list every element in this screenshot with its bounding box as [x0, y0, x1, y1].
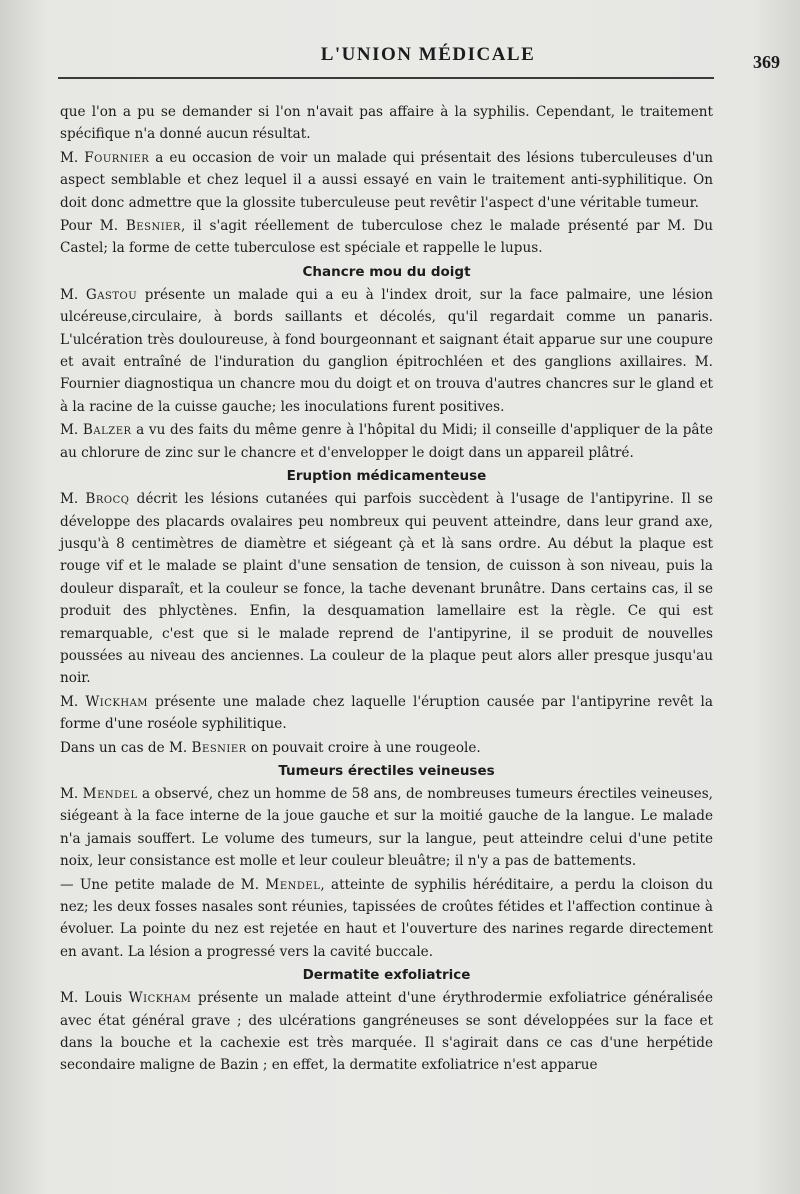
author-name: Mendel: [82, 785, 138, 802]
text-run: que l'on a pu se demander si l'on n'avait pas affaire à la syphilis. Cependant, le traitement spécifique n'a donné aucun résultat.: [60, 104, 713, 143]
author-name: Besnier: [191, 739, 247, 756]
page-number: 369: [753, 52, 780, 72]
section-heading: Dermatite exfoliatrice: [302, 967, 471, 984]
paragraph: [60, 737, 713, 759]
page-header: [56, 44, 800, 74]
text-run: a eu occasion de voir un malade qui présentait des lésions tuberculeuses d'un aspect semblable et chez lequel il a aussi essayé en vain le traitement anti-syphilitique. On doit donc admettre que la glossite tuberculeuse peut revêtir l'aspect d'une véritable tumeur.: [60, 149, 714, 211]
author-name: Wickham: [85, 693, 149, 710]
text-run: présente une malade chez laquelle l'éruption causée par l'antipyrine revêt la forme d'une roséole syphilitique.: [60, 693, 713, 733]
section-heading: Eruption médicamenteuse: [286, 468, 487, 485]
paragraph: [60, 101, 713, 146]
article-body: [60, 101, 713, 1078]
author-name: Wickham: [128, 990, 192, 1007]
text-run: Pour M.: [60, 218, 126, 235]
text-run: on pouvait croire à une rougeole.: [246, 739, 481, 756]
author-name: Balzer: [82, 422, 132, 439]
header-rule: [58, 77, 714, 79]
text-run: M.: [60, 149, 85, 166]
paragraph: [60, 874, 713, 964]
text-run: M.: [60, 785, 83, 802]
text-run: M.: [60, 693, 86, 710]
text-run: Dans un cas de M.: [60, 739, 192, 756]
paragraph: [60, 488, 713, 690]
paragraph: [60, 419, 713, 464]
journal-title: L'UNION MÉDICALE: [320, 44, 536, 65]
text-run: M. Louis: [60, 990, 129, 1007]
text-run: a observé, chez un homme de 58 ans, de nombreuses tumeurs érectiles veineuses, siégeant à la face interne de la joue gauche et sur la moitié gauche de la langue. Le malade n'a jamais souffert. Le volume des tumeurs, sur la langue, peut atteindre celui d'une petite noix, leur consistance est molle et leur couleur bleuâtre; il n'y a pas de battements.: [60, 785, 714, 870]
paragraph: [60, 284, 713, 418]
paragraph: [60, 691, 713, 736]
text-run: M.: [60, 286, 86, 303]
text-run: , il s'agit réellement de tuberculose chez le malade présenté par M. Du Castel; la forme de cette tuberculose est spéciale et rappelle le lupus.: [60, 218, 713, 257]
section-heading: Tumeurs érectiles veineuses: [278, 762, 495, 779]
paragraph: [60, 987, 713, 1077]
paragraph: [60, 215, 713, 260]
author-name: Mendel: [265, 876, 321, 893]
text-run: , atteinte de syphilis héréditaire, a perdu la cloison du nez; les deux fosses nasales sont réunies, tapissées de croûtes fétides et l'affection continue à évoluer. La pointe du nez est rejetée en haut et l'ouverture des narines regarde directement en avant. La lésion a progressé vers la cavité buccale.: [60, 876, 713, 960]
paragraph: [60, 147, 713, 214]
author-name: Fournier: [84, 149, 150, 166]
paragraph: [60, 783, 713, 873]
text-run: — Une petite malade de M.: [60, 876, 266, 893]
text-run: a vu des faits du même genre à l'hôpital du Midi; il conseille d'appliquer de la pâte au chlorure de zinc sur le chancre et d'envelopper le doigt dans un appareil plâtré.: [60, 422, 714, 461]
text-run: M.: [60, 422, 83, 439]
author-name: Besnier: [125, 218, 181, 235]
author-name: Brocq: [85, 491, 130, 508]
section-heading: Chancre mou du doigt: [302, 263, 471, 280]
text-run: présente un malade qui a eu à l'index droit, sur la face palmaire, une lésion ulcéreuse,circulaire, à bords saillants et décolés, qu'il regardait comme un panaris. L'ulcération très douloureuse, à fond bourgeonnant et saignant était apparue sur une coupure et avait entraîné de l'induration du ganglion épitrochléen et des ganglions axillaires. M. Fournier diagnostiqua un chancre mou du doigt et on trouva d'autres chancres sur le gland et à la racine de la cuisse gauche; les inoculations furent positives.: [60, 286, 713, 415]
text-run: décrit les lésions cutanées qui parfois succèdent à l'usage de l'antipyrine. Il se développe des placards ovalaires peu nombreux qui peuvent atteindre, dans leur grand axe, jusqu'à 8 centimètres de diamètre et siégeant çà et là sans ordre. Au début la plaque est rouge vif et le malade se plaint d'une sensation de tension, de cuisson à son niveau, puis la douleur disparaît, et la couleur se fonce, la tache devenant brunâtre. Dans certains cas, il se produit des phlyctènes. Enfin, la desquamation lamellaire est la règle. Ce qui est remarquable, c'est que si le malade reprend de l'antipyrine, il se produit de nouvelles poussées au niveau des anciennes. La couleur de la plaque peut alors aller presque jusqu'au noir.: [60, 491, 713, 687]
text-run: présente un malade atteint d'une érythrodermie exfoliatrice généralisée avec état général grave ; des ulcérations gangréneuses se sont développées sur la face et dans la bouche et la cachexie est très marquée. Il s'agirait dans ce cas d'une herpétide secondaire maligne de Bazin ; en effet, la dermatite exfoliatrice n'est apparue: [60, 990, 713, 1074]
text-run: M.: [60, 491, 86, 508]
author-name: Gastou: [85, 286, 138, 303]
